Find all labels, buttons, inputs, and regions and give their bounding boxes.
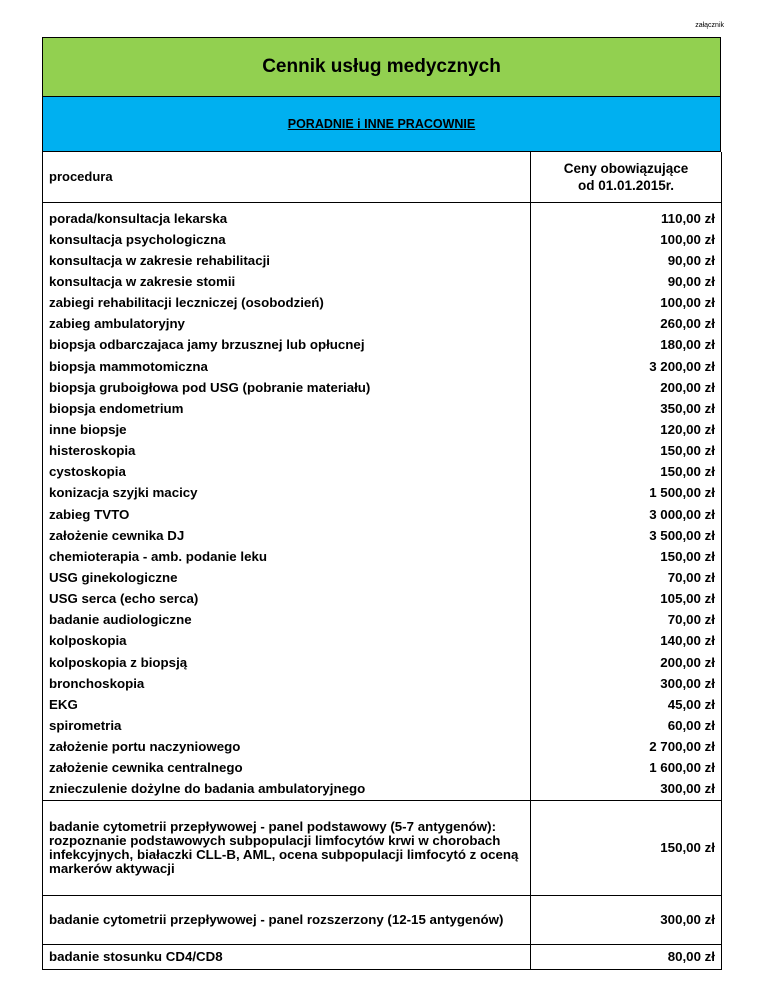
procedure-price: 110,00 zł [531,208,722,229]
table-row [43,944,722,969]
procedure-name: zabiegi rehabilitacji leczniczej (osobodzień) [43,293,531,314]
procedure-name: założenie portu naczyniowego [43,737,531,758]
procedure-price: 60,00 zł [531,715,722,736]
procedure-price: 120,00 zł [531,419,722,440]
table-row [43,441,722,462]
procedure-price: 3 500,00 zł [531,525,722,546]
procedure-price: 200,00 zł [531,652,722,673]
price-list-sheet [42,37,721,970]
procedure-name: USG serca (echo serca) [43,589,531,610]
table-row [43,694,722,715]
page-title: Cennik usług medycznych [42,37,721,97]
procedure-name: bronchoskopia [43,673,531,694]
procedure-price: 1 600,00 zł [531,758,722,779]
procedure-price: 150,00 zł [531,800,722,895]
table-row [43,567,722,588]
table-row [43,610,722,631]
procedure-price: 90,00 zł [531,271,722,292]
table-row [43,335,722,356]
procedure-name: EKG [43,694,531,715]
procedure-price: 260,00 zł [531,314,722,335]
table-row [43,652,722,673]
procedure-name: biopsja mammotomiczna [43,356,531,377]
table-row [43,293,722,314]
table-row [43,758,722,779]
table-row [43,483,722,504]
table-row [43,589,722,610]
procedure-name: biopsja gruboigłowa pod USG (pobranie materiału) [43,377,531,398]
procedure-price: 3 200,00 zł [531,356,722,377]
procedure-price: 70,00 zł [531,567,722,588]
procedure-name: zabieg TVTO [43,504,531,525]
table-row [43,229,722,250]
price-table [42,152,722,970]
procedure-name: konizacja szyjki macicy [43,483,531,504]
table-row [43,800,722,895]
procedure-name: porada/konsultacja lekarska [43,208,531,229]
procedure-name: biopsja endometrium [43,398,531,419]
procedure-name: badanie audiologiczne [43,610,531,631]
procedure-price: 3 000,00 zł [531,504,722,525]
procedure-column-header: procedura [43,152,531,203]
procedure-price: 140,00 zł [531,631,722,652]
procedure-name: założenie cewnika centralnego [43,758,531,779]
price-header-line1: Ceny obowiązujące [563,161,689,176]
procedure-name: kolposkopia [43,631,531,652]
procedure-price: 100,00 zł [531,229,722,250]
procedure-price: 105,00 zł [531,589,722,610]
table-header [43,152,722,203]
price-header-line2: od 01.01.2015r. [577,178,675,193]
procedure-name: zabieg ambulatoryjny [43,314,531,335]
procedure-name: badanie stosunku CD4/CD8 [43,944,531,969]
procedure-price: 100,00 zł [531,293,722,314]
procedure-price: 150,00 zł [531,441,722,462]
procedure-name: inne biopsje [43,419,531,440]
procedure-name: cystoskopia [43,462,531,483]
table-row [43,250,722,271]
table-row [43,208,722,229]
procedure-price: 300,00 zł [531,779,722,801]
price-column-header [531,152,722,203]
procedure-price: 300,00 zł [531,673,722,694]
table-row [43,504,722,525]
table-row [43,377,722,398]
procedure-price: 150,00 zł [531,546,722,567]
procedure-name: biopsja odbarczajaca jamy brzusznej lub opłucnej [43,335,531,356]
table-row [43,631,722,652]
procedure-price: 200,00 zł [531,377,722,398]
procedure-price: 180,00 zł [531,335,722,356]
procedure-name: badanie cytometrii przepływowej - panel rozszerzony (12-15 antygenów) [43,895,531,944]
procedure-name: konsultacja w zakresie stomii [43,271,531,292]
procedure-name: kolposkopia z biopsją [43,652,531,673]
procedure-price: 300,00 zł [531,895,722,944]
table-row [43,462,722,483]
table-row [43,314,722,335]
procedure-name: założenie cewnika DJ [43,525,531,546]
table-row [43,271,722,292]
procedure-name: spirometria [43,715,531,736]
procedure-name: konsultacja w zakresie rehabilitacji [43,250,531,271]
procedure-price: 90,00 zł [531,250,722,271]
procedure-name: histeroskopia [43,441,531,462]
procedure-price: 350,00 zł [531,398,722,419]
procedure-name: znieczulenie dożylne do badania ambulatoryjnego [43,779,531,801]
procedure-price: 150,00 zł [531,462,722,483]
table-row [43,715,722,736]
procedure-price: 70,00 zł [531,610,722,631]
section-title: PORADNIE i INNE PRACOWNIE [42,97,721,152]
table-row [43,356,722,377]
procedure-price: 2 700,00 zł [531,737,722,758]
procedure-name: chemioterapia - amb. podanie leku [43,546,531,567]
attachment-note: załącznik [695,22,724,29]
procedure-name: konsultacja psychologiczna [43,229,531,250]
procedure-name: USG ginekologiczne [43,567,531,588]
procedure-name: badanie cytometrii przepływowej - panel podstawowy (5-7 antygenów): rozpoznanie podstawowych subpopulacji limfocytów krwi w chorobach infekcyjnych, białaczki CLL-B, AML, ocena subpopulacji limfocytó z oceną markerów aktywacji [43,800,531,895]
procedure-price: 1 500,00 zł [531,483,722,504]
table-row [43,737,722,758]
procedure-price: 80,00 zł [531,944,722,969]
table-row [43,419,722,440]
table-row [43,779,722,801]
table-row [43,398,722,419]
table-row [43,525,722,546]
table-row [43,673,722,694]
procedure-price: 45,00 zł [531,694,722,715]
table-row [43,895,722,944]
table-row [43,546,722,567]
